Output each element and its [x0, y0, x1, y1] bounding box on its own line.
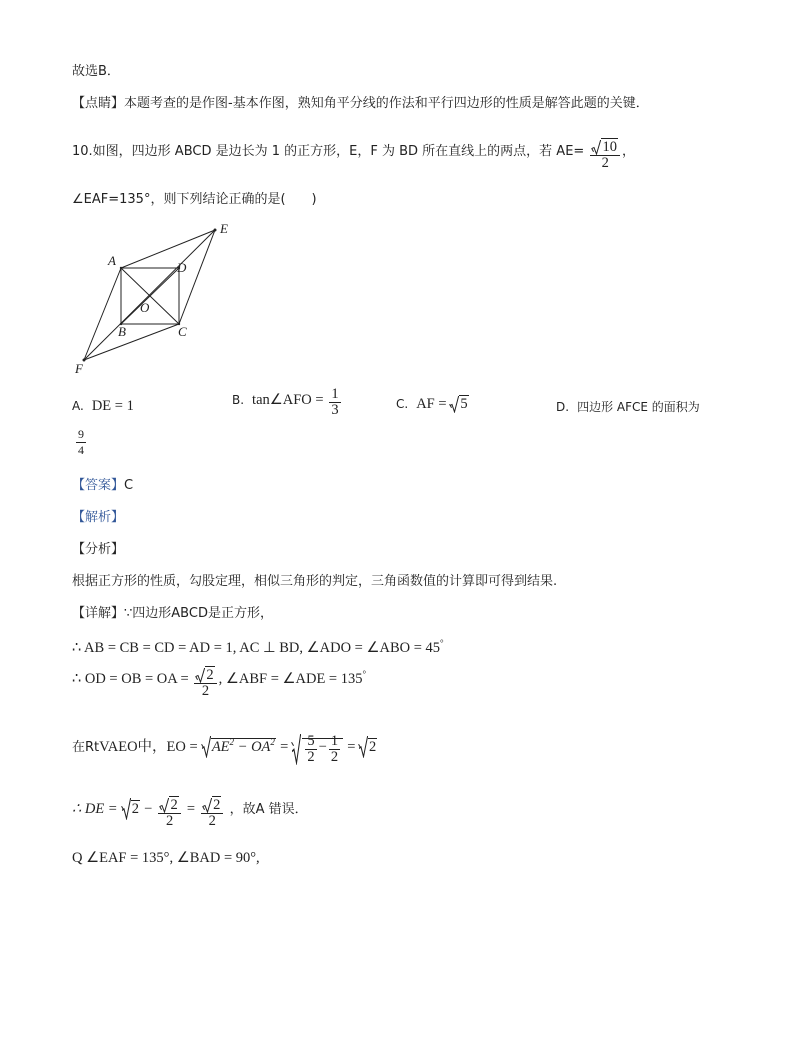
ae-sqrt: 10: [592, 140, 618, 155]
fenxi-tag: 【分析】: [72, 542, 125, 557]
detail-line-5: Q ∠EAF = 135°, ∠BAD = 90°,: [72, 850, 260, 866]
option-b[interactable]: B. tan∠AFO = $\frac{1}{3}$: [232, 386, 339, 418]
detail-text: ∵四边形ABCD是正方形，: [124, 606, 273, 621]
dianjing-tag: 【点睛】: [72, 96, 125, 111]
detail-header: [72, 606, 273, 622]
question-10-line2: ∠EAF=135°，则下列结论正确的是( ): [72, 192, 317, 207]
dianjing-text: 本题考查的是作图-基本作图，熟知角平分线的作法和平行四边形的性质是解答此题的关键．: [124, 96, 649, 111]
detail-tag: 【详解】: [72, 606, 125, 621]
label-e: E: [220, 221, 228, 236]
line-fe: [84, 230, 215, 360]
answer-value: C: [124, 478, 134, 493]
label-d: D: [177, 260, 187, 275]
conclusion-text: 故选B．: [72, 64, 120, 79]
label-o: O: [140, 300, 150, 315]
option-a[interactable]: A. DE = 1: [72, 398, 134, 414]
answer-line: [72, 478, 133, 494]
analysis-tag: 【解析】: [72, 510, 125, 525]
label-a: A: [108, 253, 116, 268]
line-cf: [84, 324, 179, 360]
option-c[interactable]: C. AF = 5: [396, 396, 468, 412]
line-ae: [121, 230, 215, 268]
detail-line-4: ∴ DE = 2 − $\frac{2}{2}$ = $\frac{2}{2}$ ，故A 错误．: [72, 797, 308, 829]
label-c: C: [178, 324, 187, 339]
line-ec: [179, 230, 215, 324]
geometry-figure: [70, 220, 240, 380]
dianjing-paragraph: [72, 96, 649, 112]
option-d[interactable]: D. 四边形 AFCE 的面积为: [556, 400, 700, 414]
detail-line-2: ∴ OD = OB = OA = $\frac{2}{2}$ , ∠ABF = ∠ADE = 135°: [72, 667, 367, 699]
line-fa: [84, 268, 121, 360]
question-10-line1: 10.如图，四边形 ABCD 是边长为 1 的正方形，E，F 为 BD 所在直线上的两点，若 AE= $\frac{10}{2}$ ，: [72, 139, 635, 171]
label-b: B: [118, 324, 126, 339]
ae-fraction: $\frac{10}{2}$: [590, 140, 620, 171]
detail-line-1: ∴ AB = CB = CD = AD = 1, AC ⊥ BD, ∠ADO = ∠ABO = 45°: [72, 638, 444, 656]
label-f: F: [75, 361, 83, 376]
option-d-fraction: $\frac{9}{4}$: [78, 427, 84, 457]
answer-tag: 【答案】: [72, 478, 125, 493]
question-10-prefix: 10.如图，四边形 ABCD 是边长为 1 的正方形，E，F 为 BD 所在直线上的两点，若 AE=: [72, 144, 585, 159]
fenxi-text: 根据正方形的性质，勾股定理，相似三角形的判定，三角函数值的计算即可得到结果.: [72, 574, 558, 589]
detail-line-3: 在RtVAEO中，EO = $AE^2 - OA^2$ = $\frac{5}{2}$ − $\frac{1}{2}$ = 2: [72, 733, 377, 765]
